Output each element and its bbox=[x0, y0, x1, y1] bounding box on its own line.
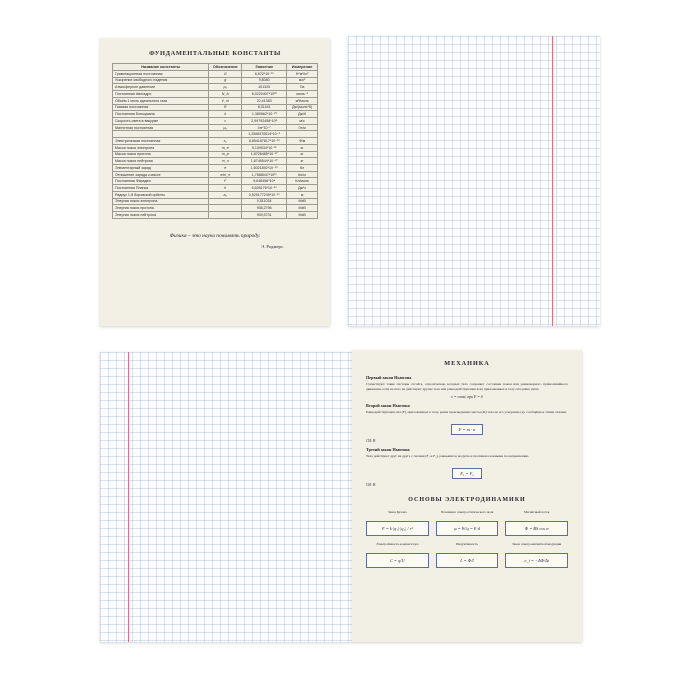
col-header-unit: Измерение bbox=[287, 64, 318, 71]
cell-name: Атмосферное давление bbox=[113, 84, 209, 91]
cell-val: 1,7588047*10¹¹ bbox=[242, 171, 287, 178]
cell-val: 9,648456*10⁴ bbox=[242, 178, 287, 185]
table-row bbox=[113, 151, 318, 158]
table-row bbox=[113, 131, 318, 138]
cell-sym: k bbox=[209, 111, 242, 118]
cell-unit: м/с bbox=[287, 117, 318, 124]
cell-val: 6,672*10⁻¹¹ bbox=[242, 70, 287, 77]
section-title-electrodynamics: ОСНОВЫ ЭЛЕКТРОДИНАМИКИ bbox=[408, 497, 526, 504]
col-header-value: Значение bbox=[242, 64, 287, 71]
first-law-formula: v = const, при F = 0 bbox=[451, 395, 483, 400]
cell-sym: e bbox=[209, 165, 242, 172]
table-row bbox=[113, 198, 318, 205]
table-row bbox=[113, 185, 318, 192]
margin-line bbox=[552, 36, 553, 326]
ed-cell bbox=[505, 542, 568, 568]
table-row bbox=[113, 178, 318, 185]
cell-unit: Дж*с bbox=[287, 185, 318, 192]
third-law-si: СИ: Н bbox=[366, 483, 376, 488]
cell-val: 1,6726485*10⁻²⁷ bbox=[242, 151, 287, 158]
ed-formula: Φ = BS cos α bbox=[505, 521, 568, 536]
ed-caption: Индуктивность bbox=[456, 542, 478, 547]
cell-name: Ускорение свободного падения bbox=[113, 77, 209, 84]
ed-caption: Потенциал электростатического поля bbox=[440, 510, 494, 515]
section-title-mechanics: МЕХАНИКА bbox=[444, 360, 490, 367]
cell-name: Постоянная Фарадея bbox=[113, 178, 209, 185]
cell-val: 22,41383 bbox=[242, 97, 287, 104]
ed-caption: Закон Кулона bbox=[387, 510, 407, 515]
ed-caption: Электроёмкость конденсатора bbox=[376, 542, 419, 547]
cell-unit: Кл/моль bbox=[287, 178, 318, 185]
table-row bbox=[113, 144, 318, 151]
cell-name: Энергия покоя электрона bbox=[113, 198, 209, 205]
table-row bbox=[113, 171, 318, 178]
table-row bbox=[113, 205, 318, 212]
cell-sym: m_n bbox=[209, 158, 242, 165]
cell-val: 1,6749544*10⁻²⁷ bbox=[242, 158, 287, 165]
second-law-formula: F = m · a bbox=[451, 424, 484, 435]
table-row bbox=[113, 191, 318, 198]
ed-caption: Магнитный поток bbox=[524, 510, 550, 515]
table-row bbox=[113, 104, 318, 111]
ed-formula: φ = W/q = E·d bbox=[436, 521, 499, 536]
table-row bbox=[113, 117, 318, 124]
theory-page bbox=[352, 350, 582, 642]
quote bbox=[112, 233, 318, 249]
cell-name: Скорость света в вакууме bbox=[113, 117, 209, 124]
table-row bbox=[113, 70, 318, 77]
ed-formula: L = Φ/I bbox=[436, 553, 499, 568]
cell-sym: m_p bbox=[209, 151, 242, 158]
cell-unit: Дж/(моль*К) bbox=[287, 104, 318, 111]
cell-name: Постоянная Авогадро bbox=[113, 91, 209, 98]
cell-unit bbox=[287, 131, 318, 138]
cell-name: Энергия покоя протона bbox=[113, 205, 209, 212]
cell-unit: Гн/м bbox=[287, 124, 318, 131]
margin-line bbox=[128, 352, 129, 642]
table-header-row bbox=[113, 64, 318, 71]
ed-cell bbox=[436, 542, 499, 568]
cell-val: 4π*10⁻⁷ bbox=[242, 124, 287, 131]
cell-unit: МэВ bbox=[287, 212, 318, 219]
ed-cell bbox=[366, 542, 429, 568]
cell-sym: c bbox=[209, 117, 242, 124]
cell-name: Масса покоя электрона bbox=[113, 144, 209, 151]
cell-sym: p₀ bbox=[209, 84, 242, 91]
table-row bbox=[113, 165, 318, 172]
ed-formula: F = k·|q₁|·|q₂| / r² bbox=[366, 521, 429, 536]
cell-name bbox=[113, 131, 209, 138]
table-row bbox=[113, 84, 318, 91]
ed-cell bbox=[366, 510, 429, 536]
cell-unit: моль⁻¹ bbox=[287, 91, 318, 98]
ed-caption: Закон электромагнитной индукции bbox=[512, 542, 562, 547]
cell-name: Радиус 1-й боровской орбиты bbox=[113, 191, 209, 198]
cell-unit: Ф/м bbox=[287, 138, 318, 145]
table-row bbox=[113, 212, 318, 219]
cell-sym: g bbox=[209, 77, 242, 84]
cell-sym: R bbox=[209, 104, 242, 111]
cell-unit: Кл/кг bbox=[287, 171, 318, 178]
cell-name: Энергия покоя нейтрона bbox=[113, 212, 209, 219]
ed-formula: e_i = −ΔΦ/Δt bbox=[505, 553, 568, 568]
cell-val: 101325 bbox=[242, 84, 287, 91]
table-row bbox=[113, 111, 318, 118]
cell-sym: V_m bbox=[209, 97, 242, 104]
constants-page bbox=[100, 38, 330, 326]
cell-name: Масса покоя нейтрона bbox=[113, 158, 209, 165]
grid-sheet-bottom-left bbox=[100, 352, 352, 642]
cell-unit: кг bbox=[287, 151, 318, 158]
quote-author: Э. Роджерс. bbox=[261, 243, 284, 249]
page-title: ФУНДАМЕНТАЛЬНЫЕ КОНСТАНТЫ bbox=[149, 50, 281, 57]
first-law-text: Существуют такие системы отсчёта, относительно которых тело сохраняет состояние покоя или равномерного прямолинейного движения, если на него не действуют другие тела или равнодействующая всех приложенных к телу сил равна нулю. bbox=[366, 382, 568, 392]
ed-formula: C = q/U bbox=[366, 553, 429, 568]
cell-val: 939,5731 bbox=[242, 212, 287, 219]
cell-sym: a₀ bbox=[209, 191, 242, 198]
third-law-heading: Третий закон Ньютона bbox=[366, 447, 410, 453]
cell-unit: м/с² bbox=[287, 77, 318, 84]
col-header-symbol: Обозначение bbox=[209, 64, 242, 71]
col-header-name: Название константы bbox=[113, 64, 209, 71]
cell-val: 0,529177249*10⁻¹⁰ bbox=[242, 191, 287, 198]
cell-name: Постоянная Больцмана bbox=[113, 111, 209, 118]
ed-cell bbox=[505, 510, 568, 536]
cell-val: 2,99792458*10⁸ bbox=[242, 117, 287, 124]
cell-sym: m_e bbox=[209, 144, 242, 151]
cell-val: 9,109534*10⁻³¹ bbox=[242, 144, 287, 151]
cell-sym: ε₀ bbox=[209, 138, 242, 145]
grid-sheet-top-right bbox=[348, 36, 600, 326]
cell-val: 1,6021892*10⁻¹⁹ bbox=[242, 165, 287, 172]
third-law-formula: F₁ = F₂ bbox=[452, 468, 482, 479]
constants-table bbox=[112, 63, 318, 219]
table-row bbox=[113, 138, 318, 145]
cell-sym bbox=[209, 205, 242, 212]
second-law-heading: Второй закон Ньютона bbox=[366, 403, 410, 409]
third-law-text: Тела действуют друг на друга с силами (F₁ и F₂), равными по модулю и противоположными по направлению. bbox=[366, 454, 530, 459]
cell-sym bbox=[209, 131, 242, 138]
cell-val: 6,626176*10⁻³⁴ bbox=[242, 185, 287, 192]
cell-sym: e/m_e bbox=[209, 171, 242, 178]
second-law-text: Равнодействующая сил (F), приложенных к телу, равна произведению массы (m) тела на его ускорение (a), сообщённое этими силами. bbox=[366, 410, 567, 415]
cell-val: 8,854187817*10⁻¹² bbox=[242, 138, 287, 145]
table-row bbox=[113, 158, 318, 165]
cell-unit: МэВ bbox=[287, 198, 318, 205]
cell-val: 0,511034 bbox=[242, 198, 287, 205]
cell-name: Отношение заряда к массе bbox=[113, 171, 209, 178]
electrodynamics-formula-grid bbox=[366, 510, 568, 568]
cell-unit: кг bbox=[287, 158, 318, 165]
cell-sym: μ₀ bbox=[209, 124, 242, 131]
cell-sym bbox=[209, 212, 242, 219]
cell-unit: МэВ bbox=[287, 205, 318, 212]
table-row bbox=[113, 91, 318, 98]
cell-name: Гравитационная постоянная bbox=[113, 70, 209, 77]
cell-val: 1,2566370614*10⁻⁶ bbox=[242, 131, 287, 138]
cell-name: Элементарный заряд bbox=[113, 165, 209, 172]
quote-text: Физика – это наука понимать природу. bbox=[169, 232, 261, 239]
cell-unit: кг bbox=[287, 144, 318, 151]
cell-name: Объём 1 моль идеального газа bbox=[113, 97, 209, 104]
ed-cell bbox=[436, 510, 499, 536]
cell-val: 1,380662*10⁻²³ bbox=[242, 111, 287, 118]
cell-sym: F bbox=[209, 178, 242, 185]
cell-unit: м³/моль bbox=[287, 97, 318, 104]
cell-val: 938,2796 bbox=[242, 205, 287, 212]
cell-val: 6,0220407*10²³ bbox=[242, 91, 287, 98]
cell-name: Масса покоя протона bbox=[113, 151, 209, 158]
cell-name: Электрическая постоянная bbox=[113, 138, 209, 145]
cell-name: Постоянная Планка bbox=[113, 185, 209, 192]
cell-unit: Н*м²/кг² bbox=[287, 70, 318, 77]
cell-val: 9,8080 bbox=[242, 77, 287, 84]
second-law-si: СИ: Н bbox=[366, 439, 376, 444]
cell-sym bbox=[209, 198, 242, 205]
first-law-heading: Первый закон Ньютона bbox=[366, 375, 412, 380]
cell-unit: Па bbox=[287, 84, 318, 91]
table-row bbox=[113, 124, 318, 131]
cell-unit: м bbox=[287, 191, 318, 198]
table-row bbox=[113, 97, 318, 104]
cell-unit: Кл bbox=[287, 165, 318, 172]
cell-name: Газовая постоянная bbox=[113, 104, 209, 111]
cell-name: Магнитная постоянная bbox=[113, 124, 209, 131]
cell-unit: Дж/К bbox=[287, 111, 318, 118]
cell-sym: N_A bbox=[209, 91, 242, 98]
table-row bbox=[113, 77, 318, 84]
cell-sym: G bbox=[209, 70, 242, 77]
cell-val: 8,31441 bbox=[242, 104, 287, 111]
cell-sym: h bbox=[209, 185, 242, 192]
